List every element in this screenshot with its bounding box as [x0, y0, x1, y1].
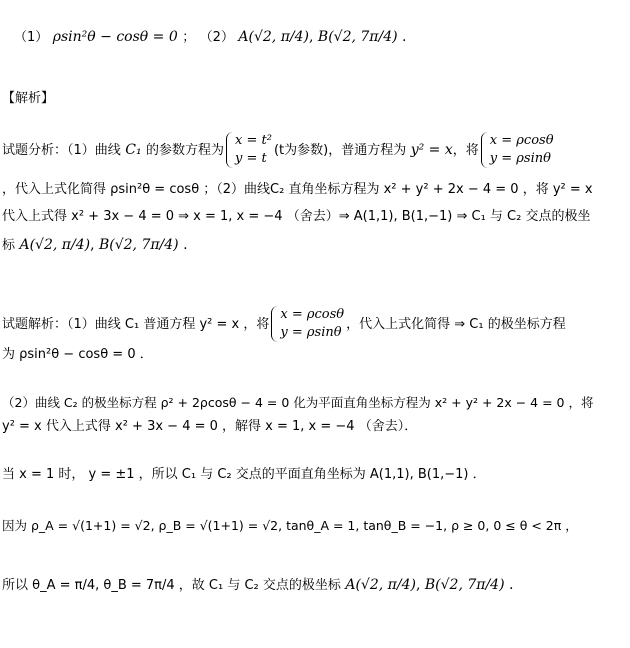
solution-p3: 当 x = 1 时， y = ±1 ，所以 C₁ 与 C₂ 交点的平面直角坐标为 A(1,1), B(1,−1) ．	[2, 467, 486, 482]
solution-p4: 因为 ρ_A = √(1+1) = √2, ρ_B = √(1+1) = √2, tanθ_A = 1, tanθ_B = −1, ρ ≥ 0, 0 ≤ θ < 2π ，	[2, 518, 578, 533]
analysis-point-b: B(√2, 7π/4)	[98, 237, 179, 253]
solution-line-2: 为 ρsin²θ − cosθ = 0 ．	[2, 347, 153, 362]
analysis-point-a: A(√2, π/4)	[19, 237, 91, 253]
solution-row-2: y = ρsinθ	[280, 325, 342, 340]
solution-p2-line-1: （2）曲线 C₂ 的极坐标方程 ρ² + 2ρcosθ − 4 = 0 化为平面直角坐标方程为 x² + y² + 2x − 4 = 0 ，将	[2, 395, 594, 410]
answer-separator: ；	[182, 30, 196, 45]
analysis-line-4: 标 A(√2, π/4), B(√2, 7π/4) .	[2, 237, 188, 253]
analysis-line-3: 代入上式得 x² + 3x − 4 = 0 ⇒ x = 1, x = −4 （舍去）⇒ A(1,1), B(1,−1) ⇒ C₁ 与 C₂ 交点的极坐	[2, 209, 591, 224]
solution-p5: 所以 θ_A = π/4, θ_B = 7π/4 ，故 C₁ 与 C₂ 交点的极坐标 A(√2, π/4), B(√2, 7π/4) .	[2, 577, 514, 593]
answer-point-a: A(√2, π/4)	[238, 29, 309, 45]
ordinary-equation: y² = x	[410, 142, 453, 158]
solution-p5-prefix: 所以 θ_A = π/4, θ_B = 7π/4 ，故 C₁ 与 C₂ 交点的极坐标	[2, 578, 341, 593]
analysis-text-4: ，将	[452, 143, 479, 158]
analysis-line-4-prefix: 标	[2, 238, 16, 253]
polar-row-1: x = ρcosθ	[489, 133, 554, 148]
solution-text-2: ，代入上式化简得 ⇒ C₁ 的极坐标方程	[346, 317, 566, 332]
solution-label: 试题解析：	[2, 317, 68, 332]
curve-c1: C₁	[125, 142, 142, 158]
polar-row-2: y = ρsinθ	[489, 151, 551, 166]
answer-part1-formula: ρsin²θ − cosθ = 0	[52, 29, 178, 45]
analysis-heading: 【解析】	[2, 91, 55, 106]
solution-p2-line-2: y² = x 代入上式得 x² + 3x − 4 = 0 ，解得 x = 1, x = −4 （舍去）．	[2, 419, 418, 434]
analysis-text-2: 的参数方程为	[146, 143, 225, 158]
analysis-text-3: ，普通方程为	[328, 143, 407, 158]
polar-system	[481, 132, 554, 168]
solution-point-b: B(√2, 7π/4)	[424, 577, 505, 593]
param-row-2: y = t	[235, 151, 267, 166]
answer-part2-label: （2）	[199, 30, 234, 45]
param-system	[226, 132, 272, 168]
answer-part1-label: （1）	[14, 30, 49, 45]
analysis-line-4-end: .	[183, 237, 188, 253]
brace	[226, 132, 234, 168]
answer-point-b: B(√2, 7π/4)	[317, 29, 398, 45]
solution-text-1: （1）曲线 C₁ 普通方程 y² = x ，将	[67, 317, 270, 332]
solution-line-1	[2, 306, 566, 342]
solution-system	[271, 306, 344, 342]
solution-point-a: A(√2, π/4)	[345, 577, 416, 593]
param-row-1: x = t²	[235, 133, 272, 148]
brace	[481, 132, 489, 168]
brace	[271, 306, 279, 342]
analysis-text-1: （1）曲线	[67, 143, 121, 158]
solution-p5-end: .	[509, 577, 514, 593]
solution-row-1: x = ρcosθ	[280, 307, 345, 322]
analysis-line-1	[2, 132, 556, 168]
analysis-label: 试题分析：	[2, 143, 68, 158]
answer-end: .	[402, 29, 407, 45]
param-note: (t为参数)	[273, 143, 329, 158]
analysis-line-2: ，代入上式化简得 ρsin²θ = cosθ ；（2）曲线C₂ 直角坐标方程为 x² + y² + 2x − 4 = 0 ，将 y² = x	[2, 182, 593, 197]
answer-line: （1） ρsin²θ − cosθ = 0 ； （2） A(√2, π/4), B(√2, 7π/4) .	[14, 29, 407, 45]
